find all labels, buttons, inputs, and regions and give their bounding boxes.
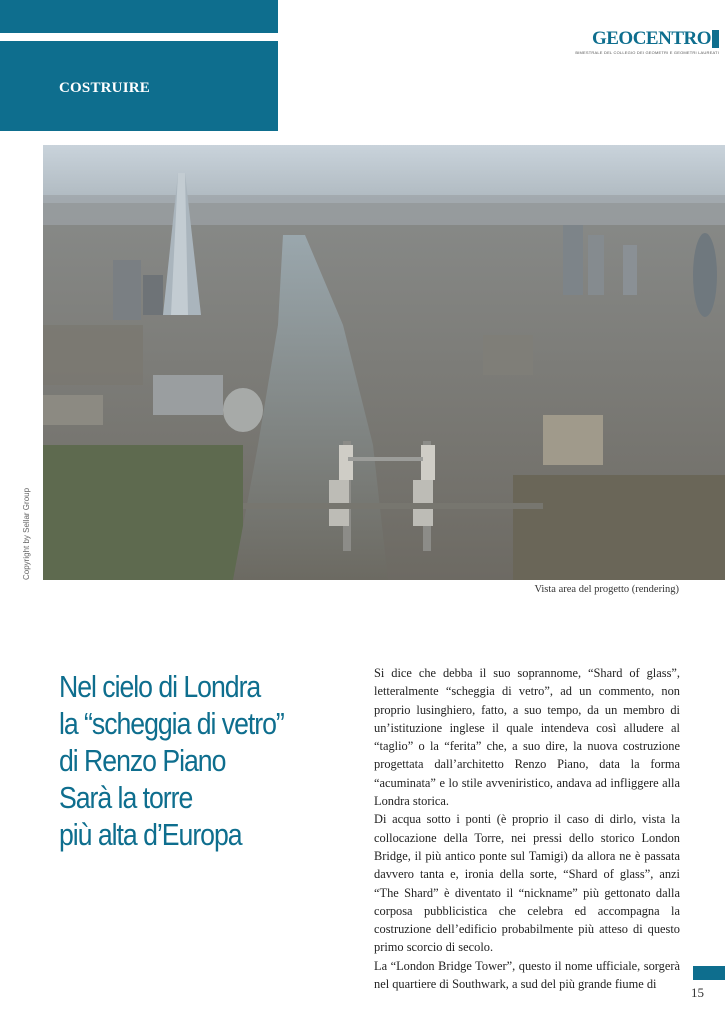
logo-wordmark: GEOCENTRO — [591, 28, 711, 49]
headline-line: Nel cielo di Londra — [59, 669, 261, 704]
headline-line: più alta d’Europa — [59, 817, 242, 852]
logo-tab-mark — [712, 30, 719, 48]
aerial-london-rendering-icon — [43, 145, 725, 580]
article-paragraph: Si dice che debba il suo soprannome, “Shard of glass”, letteralmente “scheggia di vetro”, ad un commento, non proprio lusinghiero, fatto, a suo tempo, da un membro di un’istituzione inglese il quale intendeva così alludere al “taglio” o la “ferita” che, a suo dire, la nuova costruzione progettata dall’architetto Renzo Piano, data la forma “acuminata” e lo stile avveniristico, andava ad infliggere alla Londra storica. — [374, 666, 680, 809]
photo-credit: Copyright by Sellar Group — [22, 487, 31, 580]
headline-line: Sarà la torre — [59, 780, 193, 815]
section-label: COSTRUIRE — [59, 80, 150, 96]
article-paragraph: Di acqua sotto i ponti (è proprio il caso di dirlo, vista la collocazione della Torre, nei pressi dello storico London Bridge, il più antico ponte sul Tamigi) da allora ne è passata davvero tanta e, ironia della sorte, “Shard of glass”, anzi “The Shard” è diventato il “nickname” più gettonato dalla corposa pubblicistica che celebra ed accompagna la costruzione dell’edificio probabilmente più atteso di questo primo scorcio di secolo. — [374, 812, 680, 955]
logo-tagline: BIMESTRALE DEL COLLEGIO DEI GEOMETRI E GEOMETRI LAUREATI — [575, 50, 719, 55]
magazine-logo — [575, 30, 719, 55]
article-paragraph: La “London Bridge Tower”, questo il nome ufficiale, sorgerà nel quartiere di Southwark, a sud del più grande fiume di — [374, 958, 680, 992]
article-body — [374, 664, 680, 993]
page-number: 15 — [691, 985, 704, 1000]
headline-line: la “scheggia di vetro” — [59, 706, 284, 741]
aerial-photo — [43, 145, 725, 580]
article-headline — [59, 668, 317, 853]
headline-line: di Renzo Piano — [59, 743, 226, 778]
page-number-tab — [693, 966, 725, 980]
header-color-band — [0, 0, 278, 33]
photo-caption: Vista area del progetto (rendering) — [534, 584, 679, 595]
